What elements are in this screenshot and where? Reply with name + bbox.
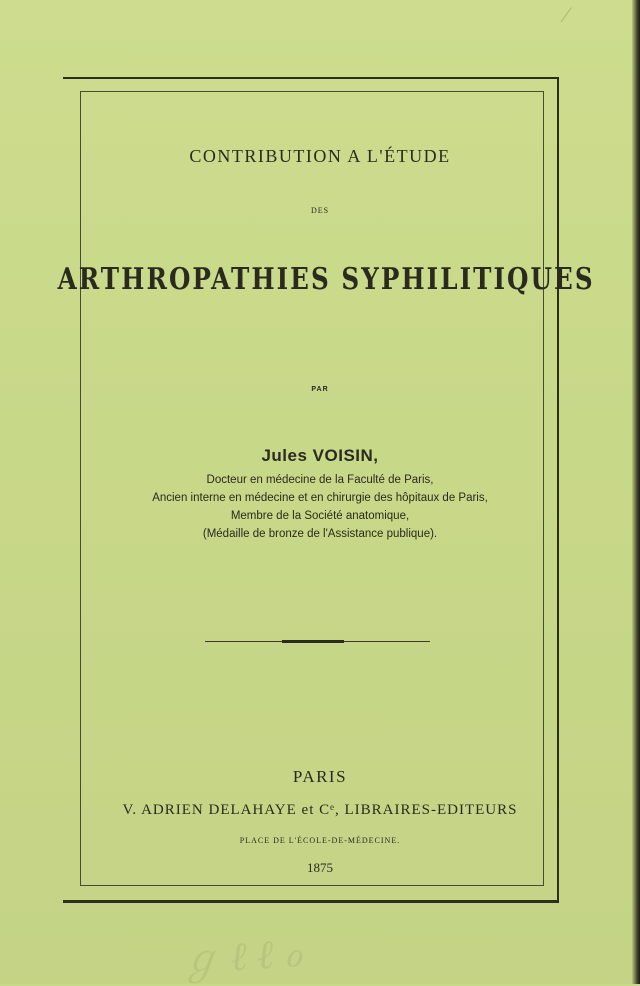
connector-word: DES [310,206,330,215]
ornamental-rule-center [282,640,344,643]
publisher-line: V. ADRIEN DELAHAYE et Cᵉ, LIBRAIRES-EDITEURS [122,802,518,818]
header-line: CONTRIBUTION A L'ÉTUDE [189,146,451,166]
author-name: Jules VOISIN, [261,446,379,465]
credential-line: Docteur en médecine de la Faculté de Paris, [206,474,434,486]
imprint-city: PARIS [292,767,348,786]
publisher-address: PLACE DE L'ÉCOLE-DE-MÉDECINE. [239,836,401,845]
credential-line: (Médaille de bronze de l'Assistance publique). [202,528,438,540]
credential-line: Membre de la Société anatomique, [230,510,410,522]
pencil-mark: ⁄ [564,2,568,27]
publication-year: 1875 [307,860,333,875]
main-title: ARTHROPATHIES SYPHILITIQUES [57,262,595,297]
by-line: PAR [311,386,329,393]
handwritten-signature: ℊ ℓ ℓ ℴ [178,929,304,984]
credential-line: Ancien interne en médecine et en chirurgie des hôpitaux de Paris, [152,492,488,504]
